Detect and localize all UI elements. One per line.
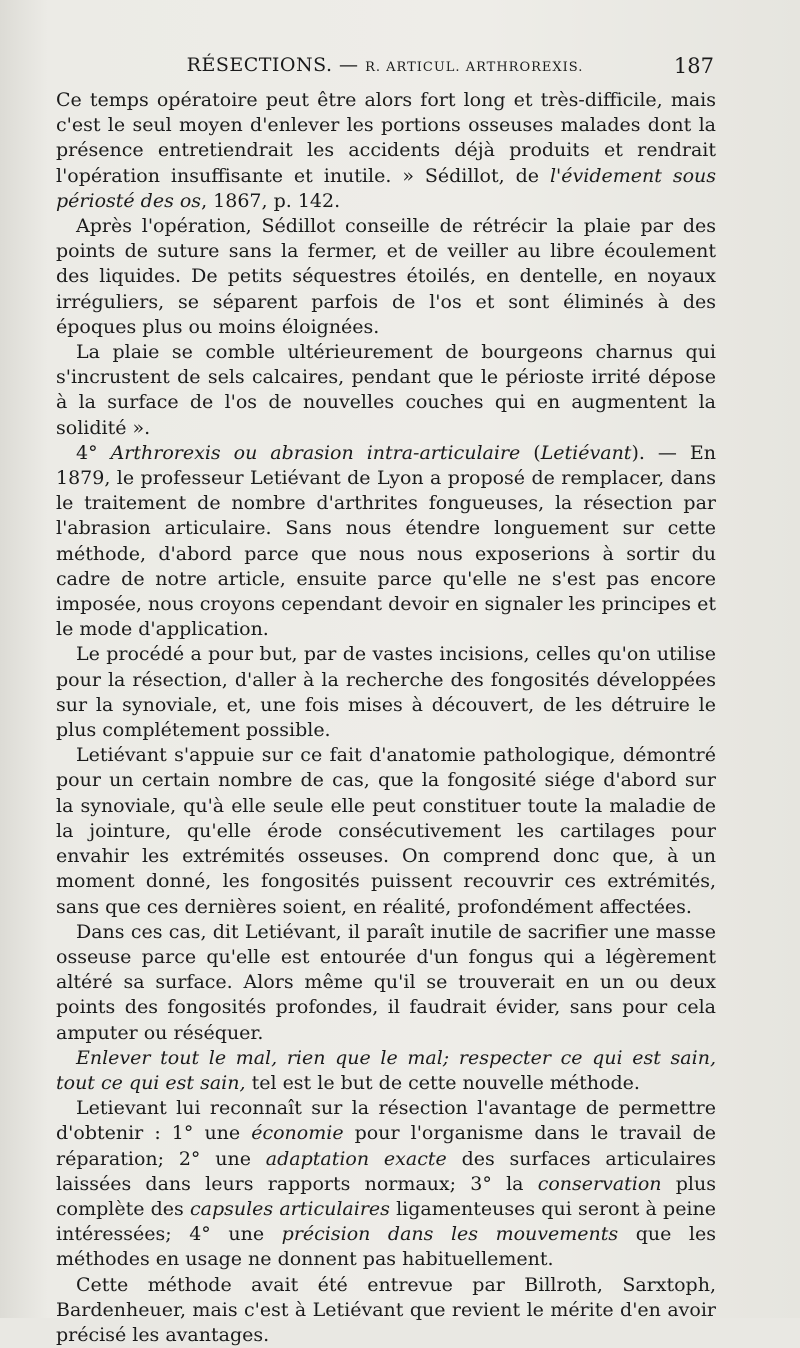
text-run: Après l'opération, Sédillot conseille de rétrécir la plaie par des points de suture sans la fermer, et de veiller au libre écoulement des liquides. De petits séquestres étoilés, en dentelle, en noyaux irréguliers, se séparent parfois de l'os et sont éliminés à des époques plus ou moins éloignées. (56, 215, 716, 338)
paragraph (56, 340, 716, 441)
italic-term: précision dans les mouvements (281, 1223, 619, 1246)
section-heading-italic: Arthrorexis ou abrasion intra-articulaire (110, 441, 521, 464)
text-run: Cette méthode avait été entrevue par Billroth, Sarxtoph, Bardenheuer, mais c'est à Letiévant que revient le mérite d'en avoir précisé les avantages. (56, 1273, 716, 1346)
paragraph-quote-continuation (56, 88, 716, 214)
text-run: des surfaces articulaires laissées dans leurs rapports normaux; 3° la (56, 1147, 716, 1195)
text-run: que les méthodes en usage ne donnent pas habituellement. (56, 1223, 716, 1271)
paragraph (56, 642, 716, 743)
paragraph (56, 743, 716, 919)
author-name-italic: Letiévant (540, 441, 632, 464)
text-run: pour l'organisme dans le travail de réparation; 2° une (56, 1122, 716, 1170)
text-run: Le procédé a pour but, par de vastes incisions, celles qu'on utilise pour la résection, d'aller à la recherche des fongosités développées sur la synoviale, et, une fois mises à découvert, de les détruire le plus complétement possible. (56, 643, 716, 742)
running-head (56, 54, 714, 76)
maxim-italic: Enlever tout le mal, rien que le mal; respecter ce qui est sain, tout ce qui est sain, (56, 1046, 716, 1094)
paragraph-advantages (56, 1096, 716, 1272)
text-run: ( (520, 441, 541, 464)
running-subtitle: R. ARTICUL. ARTHROREXIS. (365, 60, 584, 75)
italic-term: capsules articulaires (189, 1197, 390, 1220)
text-run: , 1867, p. 142. (201, 189, 341, 212)
paragraph-section-arthrorexis (56, 441, 716, 643)
paragraph (56, 214, 716, 340)
paragraph (56, 1273, 716, 1348)
text-run: La plaie se comble ultérieurement de bourgeons charnus qui s'incrustent de sels calcaires, pendant que le périoste irrité dépose à la surface de l'os de nouvelles couches qui en augmentent la solidité ». (56, 341, 716, 439)
italic-term: économie (251, 1122, 344, 1145)
running-head-separator: — (339, 54, 359, 76)
book-title-italic: l'évidement sous périosté des os (56, 164, 716, 212)
text-run: Letiévant s'appuie sur ce fait d'anatomie pathologique, démontré pour un certain nombre de cas, que la fongosité siége d'abord sur la synoviale, qu'à elle seule elle peut constituer toute la maladie de la jointure, qu'elle érode consécutivement les cartilages pour envahir les extrémités osseuses. On comprend donc que, à un moment donné, les fongosités puissent recouvrir ces extrémités, sans que ces dernières soient, en réalité, profondément affectées. (56, 744, 716, 918)
paragraph (56, 920, 716, 1046)
italic-term: adaptation exacte (265, 1147, 447, 1170)
text-run: Ce temps opératoire peut être alors fort long et très-difficile, mais c'est le seul moyen d'enlever les portions osseuses malades dont la présence entretiendrait les accidents déjà produits et rendrait l'opération insuffisante et inutile. » Sédillot, de (56, 89, 716, 187)
text-run: tel est le but de cette nouvelle méthode. (245, 1071, 640, 1094)
text-run: ligamenteuses qui seront à peine intéressées; 4° une (56, 1197, 716, 1246)
text-run: plus complète des (56, 1172, 716, 1220)
body-text (56, 88, 716, 1348)
paragraph-maxim (56, 1046, 716, 1096)
italic-term: conservation (537, 1172, 662, 1195)
text-run: Letievant lui reconnaît sur la résection l'avantage de permettre d'obtenir : 1° une (56, 1097, 716, 1145)
page-number: 187 (673, 54, 714, 78)
section-number: 4° (76, 441, 111, 464)
text-run: Dans ces cas, dit Letiévant, il paraît inutile de sacrifier une masse osseuse parce qu'elle est entourée d'un fongus qui a légèrement altéré sa surface. Alors même qu'il se trouverait en un ou deux points des fongosités profondes, il faudrait évider, sans pour cela amputer ou réséquer. (56, 920, 716, 1044)
text-run: ). — En 1879, le professeur Letiévant de Lyon a proposé de remplacer, dans le traitement de nombre d'arthrites fongueuses, la résection par l'abrasion articulaire. Sans nous étendre longuement sur cette méthode, d'abord parce que nous nous exposerions à sortir du cadre de notre article, ensuite parce qu'elle ne s'est pas encore imposée, nous croyons cependant devoir en signaler les principes et le mode d'application. (56, 441, 716, 641)
running-title: RÉSECTIONS. (186, 54, 333, 76)
page-header (56, 52, 714, 82)
